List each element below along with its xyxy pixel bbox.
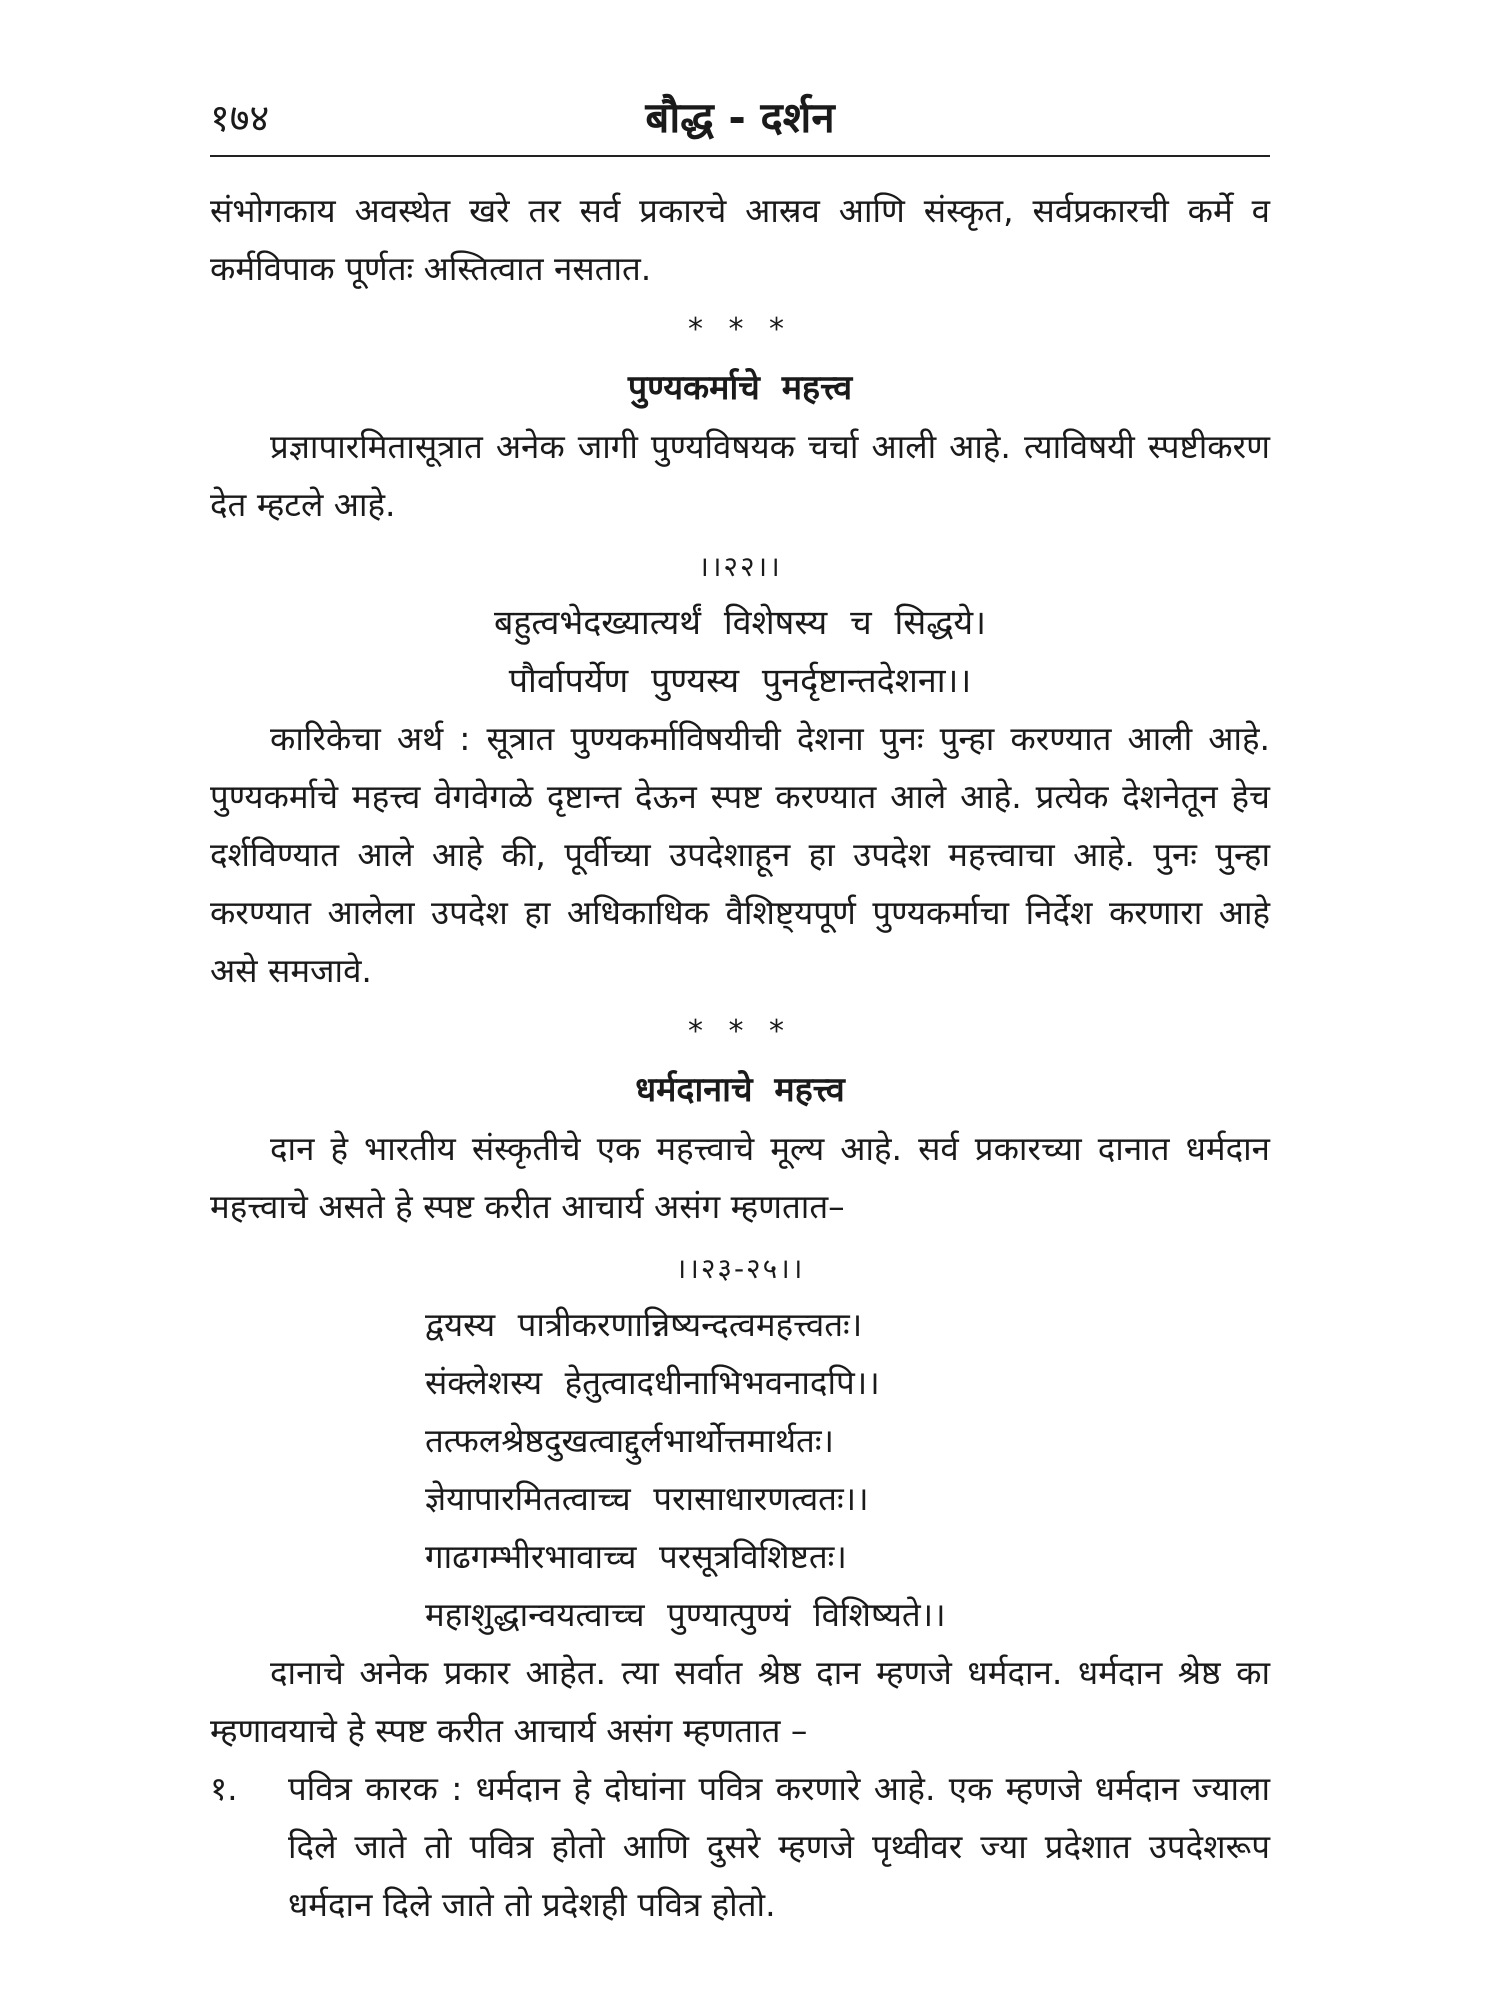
verse-line: द्वयस्य पात्रीकरणान्निष्यन्दत्वमहत्त्वतः।	[425, 1305, 863, 1344]
section1-paragraph: प्रज्ञापारमितासूत्रात अनेक जागी पुण्यविषयक चर्चा आली आहे. त्याविषयी स्पष्टीकरण देत म्हटले आहे.	[210, 427, 1270, 524]
section-heading-dharmadana: धर्मदानाचे महत्त्व	[635, 1070, 845, 1110]
karika-explanation: कारिकेचा अर्थ : सूत्रात पुण्यकर्माविषयीची देशना पुनः पुन्हा करण्यात आली आहे. पुण्यकर्माचे महत्त्व वेगवेगळे दृष्टान्त देऊन स्पष्ट करण्यात आले आहे. प्रत्येक देशनेतून हेच दर्शविण्यात आले आहे की, पूर्वीच्या उपदेशाहून हा उपदेश महत्त्वाचा आहे. पुनः पुन्हा करण्यात आलेला उपदेश हा अधिकाधिक वैशिष्ट्यपूर्ण पुण्यकर्माचा निर्देश करणारा आहे असे समजावे.	[210, 719, 1270, 990]
verse-number: ।।२३-२५।।	[675, 1252, 805, 1285]
verse-number: ।।२२।।	[698, 550, 782, 583]
intro-paragraph: संभोगकाय अवस्थेत खरे तर सर्व प्रकारचे आस्रव आणि संस्कृत, सर्वप्रकारची कर्मे व कर्मविपाक पूर्णतः अस्तित्वात नसतात.	[210, 191, 1270, 288]
section2-paragraph: दान हे भारतीय संस्कृतीचे एक महत्त्वाचे मूल्य आहे. सर्व प्रकारच्या दानात धर्मदान महत्त्वाचे असते हे स्पष्ट करीत आचार्य असंग म्हणतात–	[210, 1129, 1270, 1226]
page-body	[210, 182, 1270, 1934]
running-title: बौद्ध - दर्शन	[645, 93, 835, 142]
section-separator: * * *	[687, 312, 793, 347]
verse-line: महाशुद्धान्वयत्वाच्च पुण्यात्पुण्यं विशिष्यते।।	[425, 1595, 946, 1634]
list-item-number: १.	[210, 1769, 238, 1808]
verse-block	[425, 1296, 1270, 1644]
list-item	[210, 1760, 1270, 1934]
verse-line: तत्फलश्रेष्ठदुखत्वाद्दुर्लभार्थोत्तमार्थतः।	[425, 1421, 835, 1460]
page-number: १७४	[210, 96, 270, 140]
section-separator: * * *	[687, 1014, 793, 1049]
verse-line: ज्ञेयापारमितत्वाच्च परासाधारणत्वतः।।	[425, 1479, 869, 1518]
section2-paragraph-2: दानाचे अनेक प्रकार आहेत. त्या सर्वात श्रेष्ठ दान म्हणजे धर्मदान. धर्मदान श्रेष्ठ का म्हणावयाचे हे स्पष्ट करीत आचार्य असंग म्हणतात –	[210, 1653, 1270, 1750]
section-heading-punyakarma: पुण्यकर्माचे महत्त्व	[627, 368, 853, 408]
header-rule	[210, 155, 1270, 157]
verse-line: पौर्वापर्येण पुण्यस्य पुनर्दृष्टान्तदेशना।।	[508, 661, 972, 701]
verse-line: बहुत्वभेदख्यात्यर्थं विशेषस्य च सिद्धये।	[493, 603, 987, 643]
page-header	[210, 88, 1270, 148]
verse-line: गाढगम्भीरभावाच्च परसूत्रविशिष्टतः।	[425, 1537, 847, 1576]
list-item-text: पवित्र कारक : धर्मदान हे दोघांना पवित्र करणारे आहे. एक म्हणजे धर्मदान ज्याला दिले जाते तो पवित्र होतो आणि दुसरे म्हणजे पृथ्वीवर ज्या प्रदेशात उपदेशरूप धर्मदान दिले जाते तो प्रदेशही पवित्र होतो.	[288, 1769, 1270, 1924]
verse-line: संक्लेशस्य हेतुत्वादधीनाभिभवनादपि।।	[425, 1363, 880, 1402]
